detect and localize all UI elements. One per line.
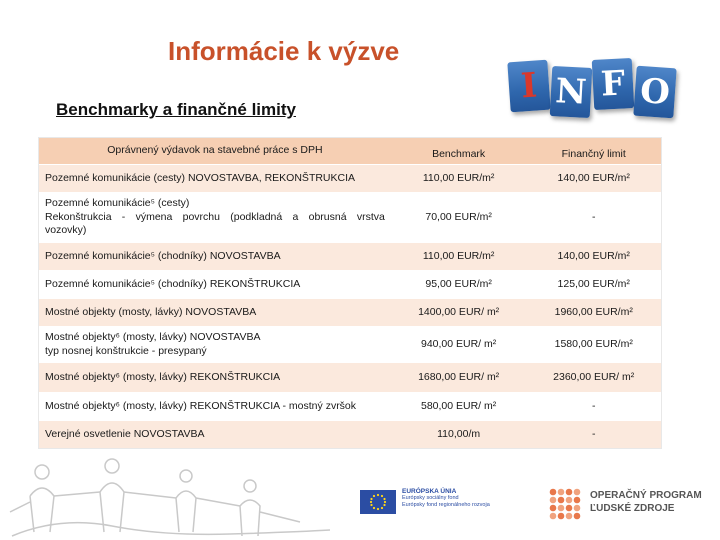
row-item-line2: Rekonštrukcia - výmena povrchu (podkladná a obrusná vrstva (45, 210, 385, 223)
row-item: Pozemné komunikácie (cesty) NOVOSTAVBA, REKONŠTRUKCIA (45, 171, 356, 184)
row-limit: - (591, 427, 596, 440)
slide-title: Informácie k výzve (168, 36, 400, 66)
row-limit: - (591, 399, 596, 412)
header-limit: Finančný limit (561, 148, 626, 161)
row-benchmark: 580,00 EUR/ m² (420, 399, 497, 412)
row-item: Mostné objekty⁶ (mosty, lávky) REKONŠTRUKCIA - mostný zvršok (45, 399, 357, 412)
row-limit: 125,00 EUR/m² (557, 277, 630, 290)
header-item: Oprávnený výdavok na stavebné práce s DPH (107, 144, 323, 157)
row-item: Mostné objekty⁶ (mosty, lávky) REKONŠTRUKCIA (45, 370, 281, 383)
op-logo-text (590, 490, 702, 515)
row-limit: 1960,00 EUR/m² (554, 305, 633, 318)
op-line1: OPERAČNÝ PROGRAM (590, 490, 702, 501)
row-benchmark: 70,00 EUR/m² (425, 210, 492, 223)
people-network-doodle (0, 452, 340, 540)
op-line2: ĽUDSKÉ ZDROJE (590, 502, 675, 514)
row-benchmark: 95,00 EUR/m² (425, 277, 492, 290)
info-letter-n: N (554, 71, 588, 113)
info-tile-n (550, 66, 593, 118)
row-item: Pozemné komunikácie⁵ (chodníky) NOVOSTAVBA (45, 249, 281, 262)
row-item: Verejné osvetlenie NOVOSTAVBA (45, 427, 205, 440)
slide-subtitle: Benchmarky a finančné limity (56, 100, 296, 119)
table-row (39, 298, 661, 326)
row-limit: 2360,00 EUR/ m² (553, 370, 635, 383)
row-benchmark: 110,00 EUR/m² (422, 249, 495, 262)
eu-fund-2: Európsky fond regionálneho rozvoja (402, 502, 490, 509)
table-row (39, 392, 661, 420)
row-item: Pozemné komunikácie⁵ (chodníky) REKONŠTRUKCIA (45, 277, 301, 290)
table-row (39, 420, 661, 448)
row-benchmark: 110,00/m (437, 427, 481, 440)
eu-title: EURÓPSKA ÚNIA (402, 488, 457, 495)
info-letter-i: I (519, 65, 539, 107)
row-limit: 140,00 EUR/m² (557, 249, 630, 262)
info-logo (505, 55, 677, 125)
row-limit: - (591, 210, 596, 223)
row-item-line2: typ nosnej konštrukcie - presypaný (45, 344, 207, 357)
row-item-line3: vozovky) (45, 224, 87, 237)
row-limit: 1580,00 EUR/m² (554, 337, 633, 350)
info-tile-i (507, 60, 550, 113)
eu-flag-icon (360, 490, 396, 514)
info-tile-o (633, 66, 676, 119)
table-row (39, 242, 661, 270)
row-benchmark: 940,00 EUR/ m² (420, 337, 497, 350)
table-row (39, 192, 661, 242)
table-header-row (39, 138, 661, 164)
benchmark-table (38, 137, 662, 449)
row-benchmark: 1400,00 EUR/ m² (418, 305, 500, 318)
eu-stars-icon (360, 490, 396, 514)
eu-fund-1: Európsky sociálny fond (402, 495, 459, 501)
row-item: Pozemné komunikácie⁵ (cesty) (45, 197, 190, 210)
row-benchmark: 1680,00 EUR/ m² (418, 370, 500, 383)
table-row (39, 362, 661, 392)
eu-logo-text (402, 488, 522, 509)
table-row (39, 326, 661, 362)
op-dots-icon (548, 487, 582, 521)
header-benchmark: Benchmark (432, 148, 486, 161)
row-limit: 140,00 EUR/m² (557, 171, 630, 184)
row-benchmark: 110,00 EUR/m² (422, 171, 495, 184)
table-row (39, 164, 661, 192)
info-letter-f: F (599, 63, 627, 105)
row-item: Mostné objekty⁶ (mosty, lávky) NOVOSTAVBA (45, 330, 261, 343)
info-letter-o: O (638, 71, 672, 113)
table-row (39, 270, 661, 298)
row-item: Mostné objekty (mosty, lávky) NOVOSTAVBA (45, 305, 257, 318)
info-tile-f (592, 58, 635, 110)
